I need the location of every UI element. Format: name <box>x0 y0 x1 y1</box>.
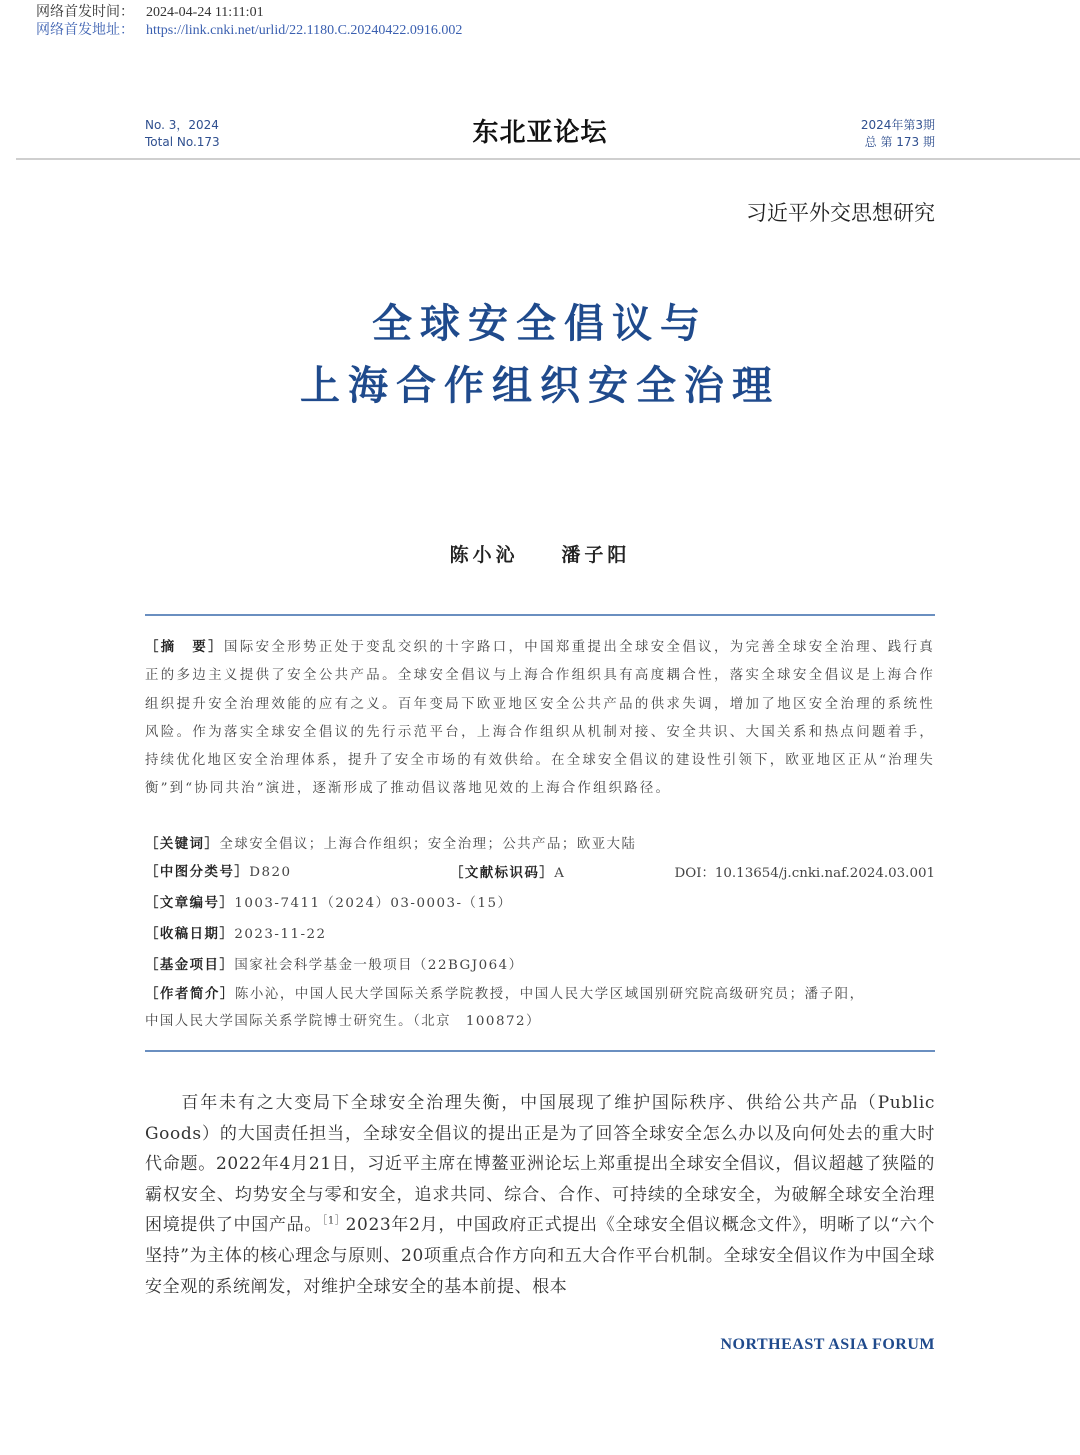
author-name: 陈小沁 <box>449 544 519 566</box>
clc-label: ［中图分类号］ <box>145 864 250 880</box>
abstract-text: 国际安全形势正处于变乱交织的十字路口，中国郑重提出全球安全倡议，为完善全球安全治理、践行真正的多边主义提供了安全公共产品。全球安全倡议与上海合作组织具有高度耦合性，落实全球安全倡议是上海合作组织提升安全治理效能的应有之义。百年变局下欧亚地区安全公共产品的供求失调，增加了地区安全治理的系统性风险。作为落实全球安全倡议的先行示范平台，上海合作组织从机制对接、安全共识、大国关系和热点问题着手，持续优化地区安全治理体系，提升了安全市场的有效供给。在全球安全倡议的建设性引领下，欧亚地区正从“治理失衡”到“协同共治”演进，逐渐形成了推动倡议落地见效的上海合作组织路径。 <box>145 640 936 797</box>
body-text-part2: 2023年2月，中国政府正式提出《全球安全倡议概念文件》，明晰了以“六个坚持”为主体的核心理念与原则、20项重点合作方向和五大合作平台机制。全球安全倡议作为中国全球安全观的系统阐发，对维护全球安全的基本前提、根本 <box>145 1215 936 1297</box>
article-number <box>145 893 512 914</box>
author-intro-label: ［作者简介］ <box>145 986 235 1002</box>
author-intro-line2: 中国人民大学国际关系学院博士研究生。（北京 100872） <box>145 1014 541 1029</box>
clc-number <box>145 862 292 883</box>
received-value: 2023-11-22 <box>234 927 327 942</box>
keywords <box>145 834 636 855</box>
journal-logo: 东北亚论坛 <box>472 118 608 148</box>
online-url-row <box>36 22 462 40</box>
article-number-label: ［文章编号］ <box>145 895 235 911</box>
author-name: 潘子阳 <box>561 544 631 566</box>
fund-project <box>145 955 524 976</box>
online-url-label: 网络首发地址： <box>36 23 134 38</box>
clc-value: D820 <box>249 865 292 880</box>
footnote-ref[interactable]: ［1］ <box>322 1215 346 1227</box>
section-label: 习近平外交思想研究 <box>746 201 935 225</box>
abstract-bottom-rule <box>145 1050 935 1052</box>
total-number-cn: 总 第 173 期 <box>864 135 935 149</box>
abstract-label: ［摘 要］ <box>145 639 225 655</box>
abstract <box>145 633 935 804</box>
body-paragraph <box>145 1088 935 1302</box>
fund-value: 国家社会科学基金一般项目（22BGJ064） <box>234 958 524 973</box>
article-number-value: 1003-7411（2024）03-0003-（15） <box>234 896 513 911</box>
online-time-value: 2024-04-24 11:11:01 <box>146 5 264 20</box>
body-text-part1: 百年未有之大变局下全球安全治理失衡，中国展现了维护国际秩序、供给公共产品（Public Goods）的大国责任担当，全球安全倡议的提出正是为了回答全球安全怎么办以及向何处去的重大时代命题。2022年4月21日，习近平主席在博鳌亚洲论坛上郑重提出全球安全倡议，倡议超越了狭隘的霸权安全、均势安全与零和安全，追求共同、综合、合作、可持续的全球安全，为破解全球安全治理困境提供了中国产品。 <box>145 1093 935 1236</box>
fund-label: ［基金项目］ <box>145 957 235 973</box>
keywords-label: ［关键词］ <box>145 836 220 852</box>
issue-number-en: No. 3，2024 <box>145 118 219 132</box>
document-code <box>450 862 565 881</box>
online-time-label: 网络首发时间： <box>36 5 134 20</box>
doi: DOI：10.13654/j.cnki.naf.2024.03.001 <box>674 866 935 881</box>
total-number-en: Total No.173 <box>145 135 220 149</box>
keywords-text: 全球安全倡议；上海合作组织；安全治理；公共产品；欧亚大陆 <box>219 837 637 852</box>
author-list <box>0 540 1080 567</box>
doc-code-label: ［文献标识码］ <box>450 865 555 881</box>
online-time-row <box>36 4 462 22</box>
journal-footer-name: NORTHEAST ASIA FORUM <box>720 1336 935 1353</box>
author-intro-line1 <box>145 984 935 1005</box>
article-title-line2: 上海合作组织安全治理 <box>300 362 780 409</box>
header-issue-cn <box>861 117 935 151</box>
abstract-top-rule <box>145 614 935 616</box>
online-url-link[interactable]: https://link.cnki.net/urlid/22.1180.C.20240422.0916.002 <box>146 23 463 38</box>
doc-code-value: A <box>554 866 566 881</box>
received-label: ［收稿日期］ <box>145 926 235 942</box>
author-intro-text: 陈小沁，中国人民大学国际关系学院教授，中国人民大学区域国别研究院高级研究员；潘子阳， <box>234 987 865 1002</box>
issue-number-cn: 2024年第3期 <box>860 118 935 132</box>
received-date <box>145 924 327 945</box>
header-divider <box>16 158 1080 160</box>
article-title-line1: 全球安全倡议与 <box>372 300 708 347</box>
online-publication-info <box>36 4 462 40</box>
